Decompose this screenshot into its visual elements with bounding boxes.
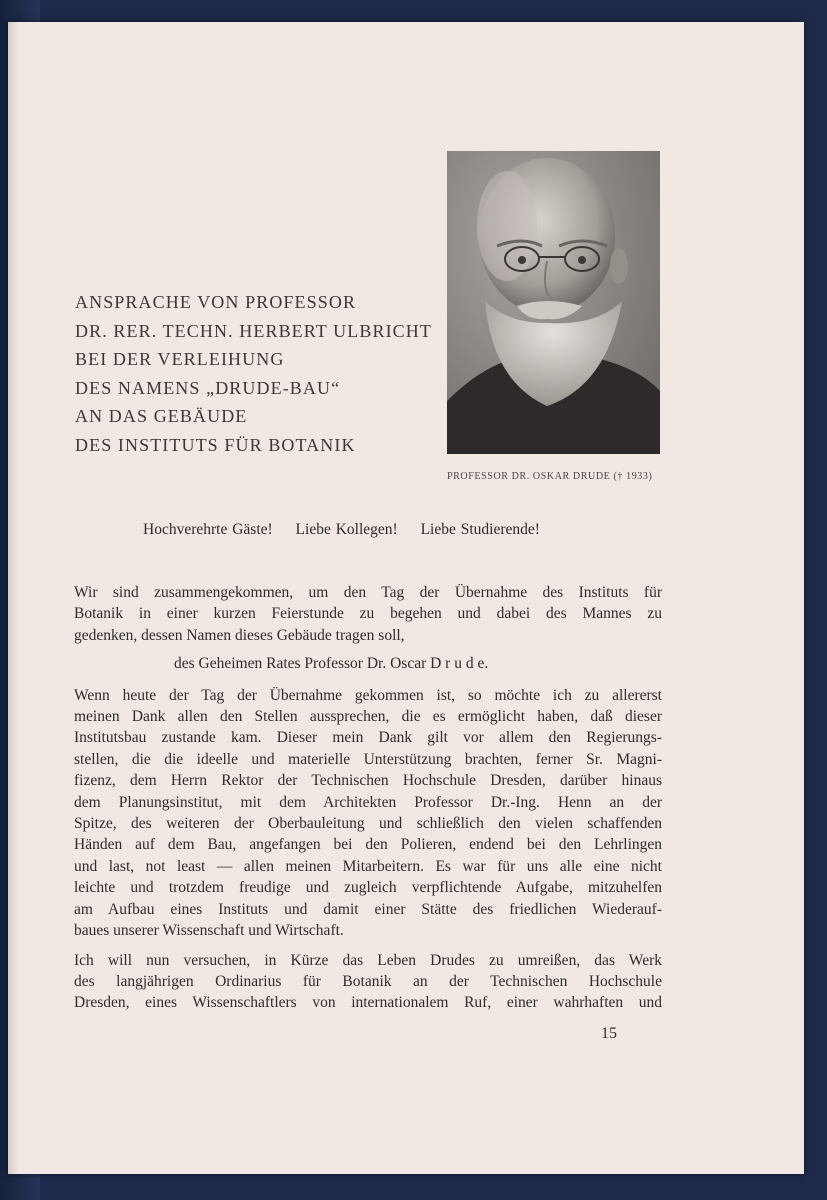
body-text <box>74 582 662 1014</box>
text-line: Wir sind zusammengekommen, um den Tag der Übernahme des Instituts für <box>74 584 662 601</box>
heading-line: DR. RER. TECHN. HERBERT ULBRICHT <box>75 320 432 341</box>
portrait-photo <box>447 151 660 454</box>
paragraph-1 <box>74 582 662 646</box>
speech-heading <box>75 288 445 460</box>
greeting <box>143 521 663 539</box>
text-line: dem Planungsinstitut, mit dem Architekten Professor Dr.-Ing. Henn an der <box>74 793 662 811</box>
text-line: des langjährigen Ordinarius für Botanik an der Technischen Hochschule <box>74 972 662 990</box>
text-line: Ich will nun versuchen, in Kürze das Leben Drudes zu umreißen, das Werk <box>74 951 662 969</box>
text-line: fizenz, dem Herrn Rektor der Technischen Hochschule Dresden, darüber hinaus <box>74 772 662 790</box>
text-line: baues unserer Wissenschaft und Wirtschaft. <box>74 922 344 940</box>
text-line: meinen Dank allen den Stellen aussprechen, die es ermöglicht haben, daß dieser <box>74 708 662 726</box>
heading-line: DES NAMENS „DRUDE-BAU“ <box>75 377 341 398</box>
text-line: Wenn heute der Tag der Übernahme gekommen ist, so möchte ich zu allererst <box>74 686 662 704</box>
text-line: Botanik in einer kurzen Feierstunde zu begehen und dabei des Mannes zu <box>74 605 662 623</box>
paragraph-3 <box>74 950 662 1014</box>
heading-line: BEI DER VERLEIHUNG <box>75 349 285 370</box>
greeting-part: Liebe Studierende! <box>420 521 540 538</box>
text-line: gedenken, dessen Namen dieses Gebäude tragen soll, <box>74 626 405 644</box>
text-line: leichte und trotzdem freudige und zugleich verpflichtende Aufgabe, mitzuhelfen <box>74 879 662 897</box>
honoree-name-line: des Geheimen Rates Professor Dr. Oscar D r u d e. <box>174 655 489 673</box>
text-line: Institutsbau zustande kam. Dieser mein Dank gilt vor allem den Regierungs- <box>74 729 662 747</box>
text-line: Händen auf dem Bau, angefangen bei den Polieren, endend bei den Lehrlingen <box>74 836 662 854</box>
greeting-part: Liebe Kollegen! <box>295 521 398 538</box>
text-line: Spitze, des weiteren der Oberbauleitung und schließlich den vielen schaffenden <box>74 815 662 833</box>
greeting-part: Hochverehrte Gäste! <box>143 521 273 538</box>
paragraph-2 <box>74 685 662 942</box>
page-edge <box>8 22 18 1174</box>
paragraph-gap <box>74 942 662 950</box>
page-number: 15 <box>601 1025 617 1042</box>
heading-line: AN DAS GEBÄUDE <box>75 406 248 427</box>
text-line: am Aufbau eines Instituts und damit einer Stätte des friedlichen Wiederauf- <box>74 900 662 918</box>
heading-line: DES INSTITUTS FÜR BOTANIK <box>75 434 356 455</box>
text-line: stellen, die die ideelle und materielle Unterstützung brachten, ferner Sr. Magni- <box>74 750 662 768</box>
text-line: und last, not least — allen meinen Mitarbeitern. Es war für uns alle eine nicht <box>74 857 662 875</box>
text-line: Dresden, eines Wissenschaftlers von internationalem Ruf, einer wahrhaften und <box>74 994 662 1012</box>
portrait-caption: PROFESSOR DR. OSKAR DRUDE († 1933) <box>447 471 653 482</box>
heading-line: ANSPRACHE VON PROFESSOR <box>75 292 357 312</box>
